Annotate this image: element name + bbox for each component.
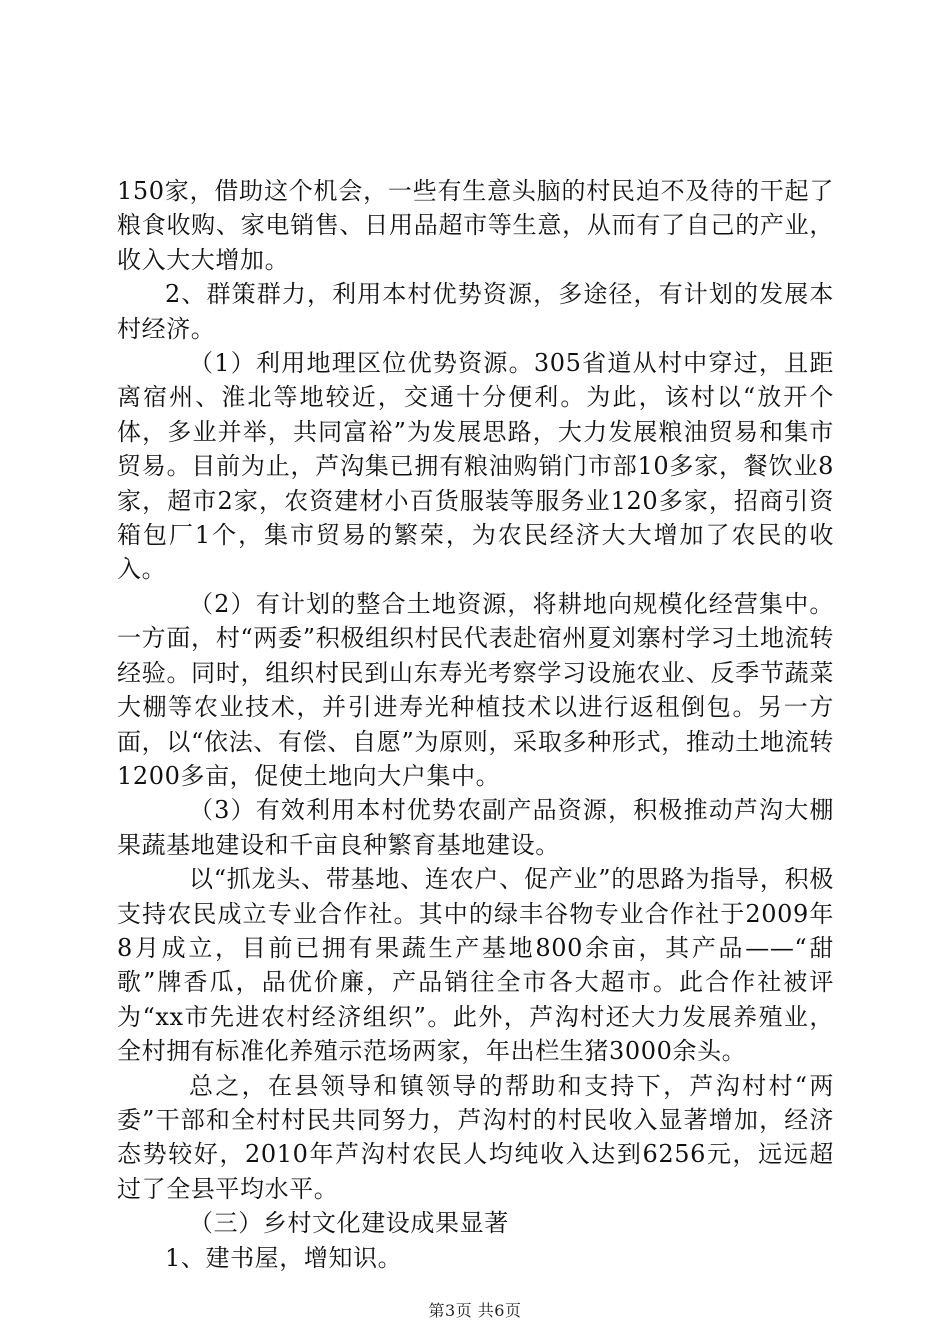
- document-body: [117, 174, 834, 1275]
- paragraph-continuation: 150家，借助这个机会，一些有生意头脑的村民迫不及待的干起了粮食收购、家电销售、日用品超市等生意，从而有了自己的产业，收入大大增加。: [117, 177, 834, 274]
- paragraph-item-2: （2）有计划的整合土地资源，将耕地向规模化经营集中。一方面，村“两委”积极组织村民代表赴宿州夏刘寨村学习土地流转经验。同时，组织村民到山东寿光考察学习设施农业、反季节蔬菜大棚等农业技术，并引进寿光种植技术以进行返租倒包。另一方面，以“依法、有偿、自愿”为原则，采取多种形式，推动土地流转1200多亩，促使土地向大户集中。: [117, 589, 834, 790]
- paragraph-item-3: （3）有效利用本村优势农副产品资源，积极推动芦沟大棚果蔬基地建设和千亩良种繁育基地建设。: [117, 796, 834, 859]
- paragraph-item-1: （1）利用地理区位优势资源。305省道从村中穿过，且距离宿州、淮北等地较近，交通十分便利。为此，该村以“放开个体，多业并举，共同富裕”为发展思路，大力发展粮油贸易和集市贸易。目前为止，芦沟集已拥有粮油购销门市部10多家，餐饮业8家，超市2家，农资建材小百货服装等服务业120多家，招商引资箱包厂1个，集市贸易的繁荣，为农民经济大大增加了农民的收入。: [117, 349, 834, 584]
- paragraph-summary: 总之，在县领导和镇领导的帮助和支持下，芦沟村村“两委”干部和全村村民共同努力，芦沟村的村民收入显著增加，经济态势较好，2010年芦沟村农民人均纯收入达到6256元，远远超过了全县平均水平。: [117, 1071, 834, 1203]
- paragraph-cooperative: 以“抓龙头、带基地、连农户、促产业”的思路为指导，积极支持农民成立专业合作社。其中的绿丰谷物专业合作社于2009年8月成立，目前已拥有果蔬生产基地800余亩，其产品——“甜歌”牌香瓜，品优价廉，产品销往全市各大超市。此合作社被评为“xx市先进农村经济组织”。此外，芦沟村还大力发展养殖业，全村拥有标准化养殖示范场两家，年出栏生猪3000余头。: [117, 865, 834, 1066]
- page-number: 第3页 共6页: [428, 1301, 522, 1320]
- section-heading-3: （三）乡村文化建设成果显著: [189, 1209, 509, 1238]
- page-footer: [0, 1298, 950, 1321]
- paragraph-subheading-1: 1、建书屋，增知识。: [165, 1243, 403, 1272]
- paragraph-section-2: 2、群策群力，利用本村优势资源，多途径，有计划的发展本村经济。: [117, 280, 834, 343]
